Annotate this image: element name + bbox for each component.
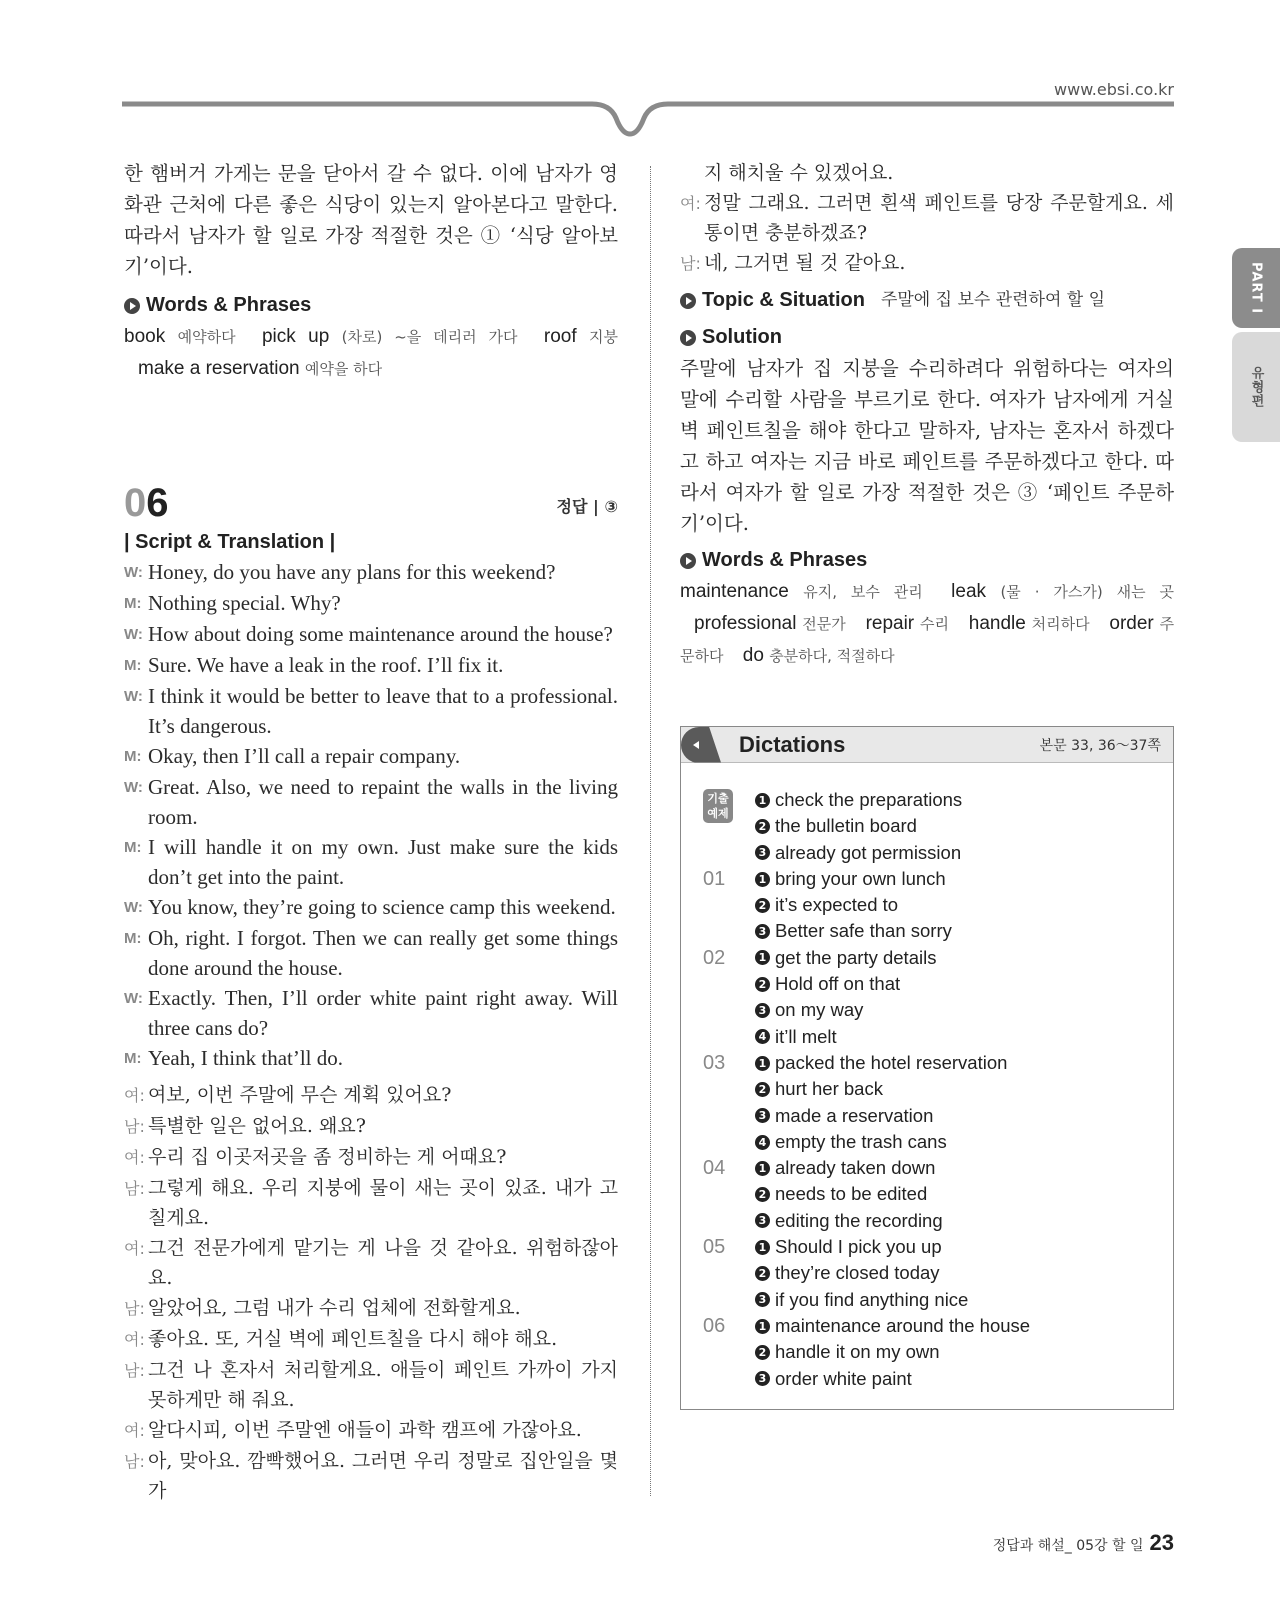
dictation-item: [755, 1260, 1157, 1286]
dictation-items: [755, 1050, 1157, 1155]
question-header: [124, 483, 618, 523]
question-number: [124, 483, 169, 523]
dictation-text: hurt her back: [775, 1078, 883, 1100]
dialogue-line: [124, 1415, 618, 1446]
speaker-label: 남:: [680, 254, 701, 273]
dialogue-text: 그건 전문가에게 맡기는 게 나을 것 같아요. 위험하잖아요.: [148, 1237, 618, 1289]
dictation-item: [755, 892, 1157, 918]
topic-text: 주말에 집 보수 관련하여 할 일: [880, 290, 1106, 310]
dictation-item: [755, 997, 1157, 1023]
dialogue-text: How about doing some maintenance around the house?: [148, 622, 613, 646]
exam-example-badge: 기출 예제: [703, 789, 733, 823]
dialogue-line: [124, 832, 618, 892]
number-marker: 1: [755, 1319, 770, 1334]
dialogue-text: 아, 맞아요. 깜빡했어요. 그러면 우리 정말로 집안일을 몇 가: [148, 1450, 618, 1502]
speaker-label: 여:: [124, 1421, 145, 1440]
dialogue-line: [124, 923, 618, 983]
dictation-item: [755, 840, 1157, 866]
words-phrases-heading-right: [680, 545, 1174, 576]
dictations-box: [680, 726, 1174, 1410]
word-term: maintenance: [680, 581, 789, 602]
side-tab-type: 유형편: [1232, 332, 1280, 442]
speaker-label: M:: [124, 930, 142, 947]
word-meaning: 처리하다: [1031, 615, 1090, 633]
speaker-label: 남:: [124, 1179, 145, 1198]
solution-label: Solution: [702, 326, 782, 348]
dictation-item: [755, 813, 1157, 839]
dictation-text: already taken down: [775, 1157, 936, 1179]
dialogue-line: [124, 1173, 618, 1233]
dialogue-line: [124, 772, 618, 832]
dialogue-text: 지 해치울 수 있겠어요.: [704, 162, 894, 184]
number-marker: 1: [755, 1056, 770, 1071]
dictation-item: [755, 1103, 1157, 1129]
dialogue-line: [124, 741, 618, 772]
dictation-group: [697, 787, 1157, 866]
dictation-item: [755, 1024, 1157, 1050]
dictation-text: empty the trash cans: [775, 1130, 947, 1152]
dictation-text: maintenance around the house: [775, 1314, 1031, 1336]
speaker-label: M:: [124, 1050, 142, 1067]
word-term: professional: [694, 613, 797, 634]
dictation-item: [755, 1181, 1157, 1207]
dictations-list: [697, 787, 1157, 1392]
dialogue-text: Great. Also, we need to repaint the walls in the living room.: [148, 775, 618, 829]
speaker-label: W:: [124, 688, 143, 705]
speaker-label: M:: [124, 595, 142, 612]
dialogue-text: 정말 그래요. 그러면 흰색 페인트를 당장 주문할게요. 세 통이면 충분하겠죠?: [704, 192, 1174, 244]
dictation-group: [697, 866, 1157, 945]
play-circle-icon: [680, 293, 696, 309]
dialogue-line: [124, 983, 618, 1043]
dialogue-line: [124, 1324, 618, 1355]
dictation-text: it’ll melt: [775, 1025, 837, 1047]
question-number-prefix: 0: [124, 481, 147, 525]
dictation-label: 01: [703, 867, 726, 890]
dictation-item: [755, 866, 1157, 892]
speaker-label: 남:: [124, 1117, 145, 1136]
dialogue-line: [124, 588, 618, 619]
word-meaning: 전문가: [802, 615, 846, 633]
dictation-text: check the preparations: [775, 789, 963, 810]
number-marker: 3: [755, 924, 770, 939]
number-marker: 2: [755, 819, 770, 834]
word-term: order: [1109, 613, 1154, 634]
column-divider: [650, 166, 651, 1496]
word-term: pick up: [261, 326, 330, 347]
dictation-text: editing the recording: [775, 1209, 943, 1231]
dictation-item: [755, 1366, 1157, 1392]
speaker-label: M:: [124, 748, 142, 765]
speaker-label: M:: [124, 657, 142, 674]
dialogue-text: Yeah, I think that’ll do.: [148, 1046, 344, 1070]
dictation-group: [697, 945, 1157, 1050]
topic-label: Topic & Situation: [702, 289, 865, 311]
speaker-label: 남:: [124, 1299, 145, 1318]
dictation-group: [697, 1313, 1157, 1392]
speaker-label: W:: [124, 564, 143, 581]
number-marker: 1: [755, 950, 770, 965]
number-marker: 3: [755, 1371, 770, 1386]
dialogue-text: 특별한 일은 없어요. 왜요?: [148, 1115, 366, 1137]
words-phrases-heading: [124, 290, 618, 321]
number-marker: 1: [755, 793, 770, 808]
dictation-text: if you find anything nice: [775, 1288, 969, 1310]
dialogue-line: [124, 892, 618, 923]
dictation-item: [755, 971, 1157, 997]
dictation-item: [755, 1076, 1157, 1102]
number-marker: 1: [755, 1240, 770, 1255]
dictation-items: [755, 1234, 1157, 1313]
page-footer: [820, 1530, 1174, 1556]
word-term: do: [742, 645, 764, 666]
dialogue-line: [124, 557, 618, 588]
dialogue-text: I think it would be better to leave that to a professional. It’s dangerous.: [148, 684, 618, 738]
play-circle-icon: [124, 298, 140, 314]
dictation-text: the bulletin board: [775, 815, 917, 837]
speaker-label: W:: [124, 899, 143, 916]
dictations-pages: 본문 33, 36～37쪽: [1039, 737, 1161, 754]
words-list-right: [680, 576, 1174, 672]
dialogue-text: Nothing special. Why?: [148, 591, 341, 615]
dialogue-line: [680, 158, 1174, 188]
speaker-label: 여:: [124, 1148, 145, 1167]
script-korean: [124, 1080, 618, 1506]
word-term: leak: [951, 581, 987, 602]
arrow-left-icon: [681, 727, 721, 763]
dialogue-line: [124, 1446, 618, 1506]
dictation-items: [755, 787, 1157, 866]
script-english: [124, 557, 618, 1074]
dictation-item: [755, 1129, 1157, 1155]
footer-text: 정답과 해설_ 05강 할 일: [992, 1538, 1144, 1554]
dictation-text: packed the hotel reservation: [775, 1051, 1008, 1073]
number-marker: 1: [755, 872, 770, 887]
dictation-text: order white paint: [775, 1367, 912, 1389]
number-marker: 2: [755, 977, 770, 992]
speaker-label: 여:: [124, 1086, 145, 1105]
dialogue-text: 알다시피, 이번 주말엔 애들이 과학 캠프에 가잖아요.: [148, 1419, 582, 1441]
speaker-label: W:: [124, 626, 143, 643]
word-meaning: 주문하다: [680, 615, 1175, 665]
word-meaning: 예약하다: [177, 328, 236, 346]
dialogue-text: 여보, 이번 주말에 무슨 계획 있어요?: [148, 1084, 452, 1106]
word-meaning: 예약을 하다: [304, 360, 383, 378]
side-tab-part: PART I: [1232, 248, 1280, 328]
dialogue-line: [124, 1142, 618, 1173]
dictation-label: 04: [703, 1157, 726, 1180]
speaker-label: 남:: [124, 1452, 145, 1471]
word-meaning: (차로) ~을 데리러 가다: [341, 328, 518, 346]
dictation-group: [697, 1234, 1157, 1313]
dictation-item: [755, 918, 1157, 944]
dictation-label: 03: [703, 1051, 726, 1074]
dictation-item: [755, 945, 1157, 971]
word-meaning: 유지, 보수 관리: [803, 583, 923, 601]
speaker-label: 여:: [124, 1330, 145, 1349]
dialogue-text: 네, 그거면 될 것 같아요.: [704, 252, 906, 274]
dictations-header: [681, 727, 1173, 763]
dictation-item: [755, 1234, 1157, 1260]
dictation-text: Should I pick you up: [775, 1236, 942, 1258]
dialogue-line: [124, 1043, 618, 1074]
dictation-text: needs to be edited: [775, 1183, 928, 1205]
dialogue-text: 그건 나 혼자서 처리할게요. 애들이 페인트 가까이 가지 못하게만 해 줘요.: [148, 1359, 618, 1411]
dictation-label: 05: [703, 1236, 726, 1259]
solution-paragraph: 주말에 남자가 집 지붕을 수리하려다 위험하다는 여자의 말에 수리할 사람을 부르기로 한다. 여자가 남자에게 거실 벽 페인트칠을 해야 한다고 말하자, 남자는 혼자서 하겠다고 하고 여자는 지금 바로 페인트를 주문하겠다고 한다. 따라서 여자가 할 일로 가장 적절한 것은 ③ ‘페인트 주문하기’이다.: [680, 357, 1174, 535]
dictation-item: [755, 1339, 1157, 1365]
dictation-text: Better safe than sorry: [775, 920, 952, 942]
dictation-text: it’s expected to: [775, 894, 899, 916]
dialogue-line: [124, 1355, 618, 1415]
dialogue-line: [680, 188, 1174, 248]
dictation-items: [755, 1313, 1157, 1392]
dictation-text: handle it on my own: [775, 1341, 940, 1363]
dialogue-text: 그렇게 해요. 우리 지붕에 물이 새는 곳이 있죠. 내가 고칠게요.: [148, 1177, 618, 1229]
dictation-text: they’re closed today: [775, 1262, 940, 1284]
number-marker: 4: [755, 1135, 770, 1150]
dictation-items: [755, 866, 1157, 945]
dictation-item: [755, 1287, 1157, 1313]
word-meaning: 충분하다, 적절하다: [769, 647, 895, 665]
dictation-item: [755, 1155, 1157, 1181]
number-marker: 1: [755, 1161, 770, 1176]
word-term: repair: [865, 613, 915, 634]
words-list: [124, 321, 618, 385]
dictation-items: [755, 1155, 1157, 1234]
dictation-text: get the party details: [775, 946, 937, 968]
right-column: [680, 158, 1174, 672]
number-marker: 2: [755, 1082, 770, 1097]
speaker-label: [680, 158, 704, 188]
dialogue-line: [124, 1080, 618, 1111]
dictation-item: [755, 1208, 1157, 1234]
dialogue-text: Sure. We have a leak in the roof. I’ll fix it.: [148, 653, 504, 677]
word-term: make a reservation: [138, 358, 300, 379]
number-marker: 3: [755, 1292, 770, 1307]
dictation-text: bring your own lunch: [775, 867, 946, 889]
speaker-label: M:: [124, 839, 142, 856]
dialogue-line: [124, 681, 618, 741]
dictation-text: Hold off on that: [775, 973, 901, 995]
dialogue-text: Oh, right. I forgot. Then we can really get some things done around the house.: [148, 926, 618, 980]
number-marker: 2: [755, 1266, 770, 1281]
dialogue-text: 알았어요, 그럼 내가 수리 업체에 전화할게요.: [148, 1297, 521, 1319]
number-marker: 3: [755, 1108, 770, 1123]
answer-label: 정답 | ③: [556, 497, 618, 516]
dialogue-line: [124, 619, 618, 650]
speaker-label: 남:: [124, 1361, 145, 1380]
dictation-text: on my way: [775, 999, 864, 1021]
dialogue-line: [680, 248, 1174, 279]
site-url: www.ebsi.co.kr: [1054, 80, 1174, 99]
play-circle-icon: [680, 553, 696, 569]
speaker-label: W:: [124, 779, 143, 796]
number-marker: 2: [755, 1345, 770, 1360]
dictation-label: 02: [703, 946, 726, 969]
script-heading: | Script & Translation |: [124, 531, 336, 553]
dialogue-line: [124, 1293, 618, 1324]
dictations-title: Dictations: [739, 731, 846, 757]
dialogue-line: [124, 650, 618, 681]
dialogue-line: [124, 1233, 618, 1293]
word-term: book: [124, 326, 166, 347]
play-circle-icon: [680, 330, 696, 346]
dialogue-text: You know, they’re going to science camp this weekend.: [148, 895, 616, 919]
dialogue-text: Exactly. Then, I’ll order white paint right away. Will three cans do?: [148, 986, 618, 1040]
word-meaning: (물 · 가스가) 새는 곳: [1000, 583, 1174, 601]
dictation-label: 06: [703, 1314, 726, 1337]
dictation-item: [755, 1050, 1157, 1076]
number-marker: 4: [755, 1029, 770, 1044]
dialogue-text: 우리 집 이곳저곳을 좀 정비하는 게 어때요?: [148, 1146, 507, 1168]
number-marker: 3: [755, 1003, 770, 1018]
script-korean-continued: [680, 158, 1174, 279]
dialogue-line: [124, 1111, 618, 1142]
number-marker: 2: [755, 898, 770, 913]
header-divider: [122, 100, 1174, 142]
dictation-text: already got permission: [775, 841, 962, 863]
explanation-paragraph: 한 햄버거 가게는 문을 닫아서 갈 수 없다. 이에 남자가 영화관 근처에 다른 좋은 식당이 있는지 알아본다고 말한다. 따라서 남자가 할 일로 가장 적절한 것은 ① ‘식당 알아보기’이다.: [124, 162, 618, 278]
speaker-label: 여:: [124, 1239, 145, 1258]
word-meaning: 수리: [919, 615, 949, 633]
dictation-group: [697, 1050, 1157, 1155]
question-number-main: 6: [146, 481, 169, 525]
dictation-items: [755, 945, 1157, 1050]
word-meaning: 지붕: [589, 328, 618, 346]
number-marker: 3: [755, 845, 770, 860]
left-column: [124, 158, 618, 1506]
word-term: handle: [968, 613, 1026, 634]
topic-heading: [680, 285, 1174, 316]
dictation-group: [697, 1155, 1157, 1234]
number-marker: 3: [755, 1213, 770, 1228]
solution-heading: [680, 322, 1174, 353]
dialogue-text: 좋아요. 또, 거실 벽에 페인트칠을 다시 해야 해요.: [148, 1328, 558, 1350]
dictation-text: made a reservation: [775, 1104, 934, 1126]
dictation-item: [755, 1313, 1157, 1339]
words-phrases-label: Words & Phrases: [702, 549, 868, 571]
dictation-label: [697, 787, 755, 866]
speaker-label: 여:: [680, 194, 701, 213]
speaker-label: W:: [124, 990, 143, 1007]
dictation-item: [755, 787, 1157, 813]
dialogue-text: Okay, then I’ll call a repair company.: [148, 744, 461, 768]
word-term: roof: [543, 326, 577, 347]
number-marker: 2: [755, 1187, 770, 1202]
dialogue-text: Honey, do you have any plans for this weekend?: [148, 560, 556, 584]
words-phrases-label: Words & Phrases: [146, 294, 312, 316]
page-number: 23: [1149, 1530, 1174, 1555]
dialogue-text: I will handle it on my own. Just make sure the kids don’t get into the paint.: [148, 835, 618, 889]
